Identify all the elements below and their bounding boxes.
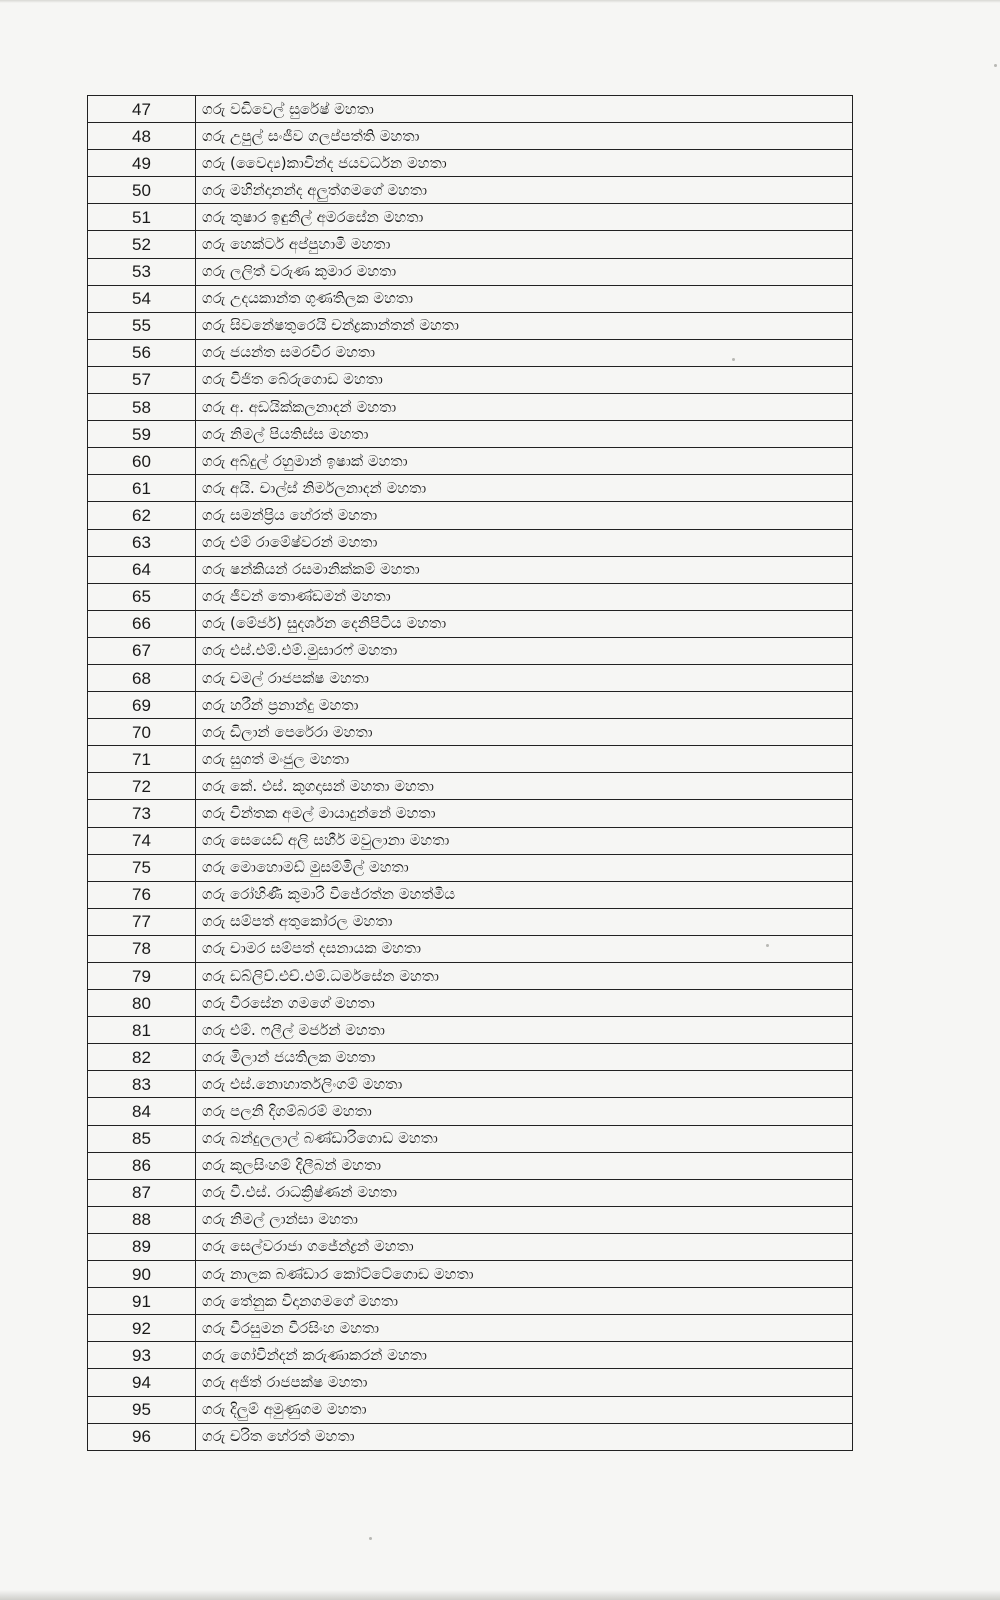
member-name: ගරු වී.එස්. රාධක්‍රිෂ්ණන් මහතා xyxy=(196,1179,853,1206)
row-number: 58 xyxy=(88,394,196,421)
row-number: 81 xyxy=(88,1017,196,1044)
scan-speck xyxy=(994,64,997,67)
table-row xyxy=(88,502,853,529)
table-row xyxy=(88,935,853,962)
member-name: ගරු ගෝවින්දන් කරුණාකරන් මහතා xyxy=(196,1342,853,1369)
row-number: 67 xyxy=(88,637,196,664)
row-number: 95 xyxy=(88,1396,196,1423)
row-number: 50 xyxy=(88,177,196,204)
row-number: 66 xyxy=(88,610,196,637)
row-number: 56 xyxy=(88,339,196,366)
member-name: ගරු සමන්ප්‍රිය හේරත් මහතා xyxy=(196,502,853,529)
members-table-body xyxy=(88,96,853,1451)
member-name: ගරු ලලිත් වරුණ කුමාර මහතා xyxy=(196,258,853,285)
member-name: ගරු නිමල් ලාන්සා මහතා xyxy=(196,1206,853,1233)
row-number: 68 xyxy=(88,664,196,691)
member-name: ගරු ජීවන් තොණ්ඩමන් මහතා xyxy=(196,583,853,610)
member-name: ගරු වීරසුමන වීරසිංහ මහතා xyxy=(196,1315,853,1342)
scan-speck xyxy=(732,358,735,361)
table-row xyxy=(88,529,853,556)
table-row xyxy=(88,583,853,610)
row-number: 48 xyxy=(88,123,196,150)
row-number: 53 xyxy=(88,258,196,285)
row-number: 78 xyxy=(88,935,196,962)
row-number: 47 xyxy=(88,96,196,123)
member-name: ගරු උපුල් සංජීව ගලප්පත්ති මහතා xyxy=(196,123,853,150)
table-row xyxy=(88,1315,853,1342)
member-name: ගරු එම්. ෆලීල් මර්ජන් මහතා xyxy=(196,1017,853,1044)
member-name: ගරු සිවනේෂතුරෙයි චන්ද්‍රකාන්තන් මහතා xyxy=(196,312,853,339)
member-name: ගරු හෙක්ටර් අප්පුහාමි මහතා xyxy=(196,231,853,258)
member-name: ගරු චාමර සම්පත් දසනායක මහතා xyxy=(196,935,853,962)
member-name: ගරු තේනුක විදානගමගේ මහතා xyxy=(196,1288,853,1315)
member-name: ගරු සෙයෙඩ් අලි සහීර් මවුලානා මහතා xyxy=(196,827,853,854)
table-row xyxy=(88,1342,853,1369)
table-row xyxy=(88,990,853,1017)
table-row xyxy=(88,908,853,935)
table-row xyxy=(88,448,853,475)
row-number: 74 xyxy=(88,827,196,854)
page-top-edge xyxy=(0,0,1000,3)
table-row xyxy=(88,366,853,393)
member-name: ගරු ජයන්ත සමරවීර මහතා xyxy=(196,339,853,366)
table-row xyxy=(88,312,853,339)
member-name: ගරු අජිත් රාජපක්ෂ මහතා xyxy=(196,1369,853,1396)
row-number: 96 xyxy=(88,1423,196,1450)
table-row xyxy=(88,96,853,123)
table-row xyxy=(88,285,853,312)
member-name: ගරු උදයකාන්ත ගුණතිලක මහතා xyxy=(196,285,853,312)
row-number: 54 xyxy=(88,285,196,312)
row-number: 76 xyxy=(88,881,196,908)
member-name: ගරු චරිත හේරත් මහතා xyxy=(196,1423,853,1450)
row-number: 71 xyxy=(88,746,196,773)
row-number: 60 xyxy=(88,448,196,475)
table-row xyxy=(88,556,853,583)
table-row xyxy=(88,1369,853,1396)
table-row xyxy=(88,1152,853,1179)
row-number: 88 xyxy=(88,1206,196,1233)
table-row xyxy=(88,610,853,637)
table-row xyxy=(88,1071,853,1098)
table-row xyxy=(88,854,853,881)
member-name: ගරු කුලසිංහම් දිලීබන් මහතා xyxy=(196,1152,853,1179)
row-number: 62 xyxy=(88,502,196,529)
table-row xyxy=(88,1098,853,1125)
table-row xyxy=(88,1288,853,1315)
table-row xyxy=(88,394,853,421)
row-number: 91 xyxy=(88,1288,196,1315)
member-name: ගරු විජිත බේරුගොඩ මහතා xyxy=(196,366,853,393)
table-row xyxy=(88,1206,853,1233)
row-number: 89 xyxy=(88,1233,196,1260)
table-row xyxy=(88,963,853,990)
member-name: ගරු ඩිලාන් පෙරේරා මහතා xyxy=(196,719,853,746)
table-row xyxy=(88,339,853,366)
member-name: ගරු චමල් රාජපක්ෂ මහතා xyxy=(196,664,853,691)
row-number: 52 xyxy=(88,231,196,258)
table-row xyxy=(88,773,853,800)
row-number: 70 xyxy=(88,719,196,746)
table-row xyxy=(88,177,853,204)
row-number: 93 xyxy=(88,1342,196,1369)
row-number: 49 xyxy=(88,150,196,177)
member-name: ගරු වීරසේන ගමගේ මහතා xyxy=(196,990,853,1017)
member-name: ගරු තුෂාර ඉඳුනිල් අමරසේන මහතා xyxy=(196,204,853,231)
member-name: ගරු හරීන් ප්‍රනාන්දු මහතා xyxy=(196,692,853,719)
table-row xyxy=(88,1233,853,1260)
member-name: ගරු සෙල්වරාජා ගජේන්ද්‍රන් මහතා xyxy=(196,1233,853,1260)
table-row xyxy=(88,1017,853,1044)
row-number: 61 xyxy=(88,475,196,502)
table-row xyxy=(88,204,853,231)
row-number: 73 xyxy=(88,800,196,827)
row-number: 87 xyxy=(88,1179,196,1206)
member-name: ගරු වඩිවෙල් සුරේෂ් මහතා xyxy=(196,96,853,123)
row-number: 92 xyxy=(88,1315,196,1342)
table-row xyxy=(88,746,853,773)
row-number: 86 xyxy=(88,1152,196,1179)
member-name: ගරු නිමල් පියතිස්ස මහතා xyxy=(196,421,853,448)
row-number: 90 xyxy=(88,1261,196,1288)
member-name: ගරු කේ. එස්. කුගදාසන් මහතා මහතා xyxy=(196,773,853,800)
scan-speck xyxy=(766,944,769,947)
table-row xyxy=(88,1261,853,1288)
member-name: ගරු ෂන්කියන් රසමානික්කම් මහතා xyxy=(196,556,853,583)
member-name: ගරු බන්දුලලාල් බණ්ඩාරිගොඩ මහතා xyxy=(196,1125,853,1152)
member-name: ගරු මහින්දානන්ද අලුත්ගමගේ මහතා xyxy=(196,177,853,204)
member-name: ගරු (වෛද්‍ය)කාවින්ද ජයවර්ධන මහතා xyxy=(196,150,853,177)
member-name: ගරු එම් රාමේෂ්වරන් මහතා xyxy=(196,529,853,556)
row-number: 57 xyxy=(88,366,196,393)
table-row xyxy=(88,719,853,746)
page-bottom-edge xyxy=(0,1590,1000,1600)
row-number: 72 xyxy=(88,773,196,800)
table-row xyxy=(88,1396,853,1423)
member-name: ගරු එස්.නොහාර්තලිංගම් මහතා xyxy=(196,1071,853,1098)
table-row xyxy=(88,881,853,908)
row-number: 63 xyxy=(88,529,196,556)
row-number: 55 xyxy=(88,312,196,339)
row-number: 82 xyxy=(88,1044,196,1071)
table-row xyxy=(88,664,853,691)
table-row xyxy=(88,1179,853,1206)
member-name: ගරු පලනි දිගම්බරම් මහතා xyxy=(196,1098,853,1125)
row-number: 83 xyxy=(88,1071,196,1098)
table-row xyxy=(88,1423,853,1450)
row-number: 75 xyxy=(88,854,196,881)
member-name: ගරු චින්තක අමල් මායාදුන්නේ මහතා xyxy=(196,800,853,827)
table-row xyxy=(88,1125,853,1152)
member-name: ගරු (මේජර්) සුදර්ශන දෙනිපිටිය මහතා xyxy=(196,610,853,637)
table-row xyxy=(88,150,853,177)
members-table xyxy=(87,95,853,1451)
table-row xyxy=(88,231,853,258)
row-number: 65 xyxy=(88,583,196,610)
row-number: 94 xyxy=(88,1369,196,1396)
table-row xyxy=(88,827,853,854)
row-number: 84 xyxy=(88,1098,196,1125)
member-name: ගරු නාලක බණ්ඩාර කෝට්ටේගොඩ මහතා xyxy=(196,1261,853,1288)
table-row xyxy=(88,1044,853,1071)
row-number: 59 xyxy=(88,421,196,448)
row-number: 85 xyxy=(88,1125,196,1152)
member-name: ගරු අ. අඩයික්කලනාදන් මහතා xyxy=(196,394,853,421)
member-name: ගරු දිලුම් අමුණුගම මහතා xyxy=(196,1396,853,1423)
table-row xyxy=(88,123,853,150)
member-name: ගරු රෝහිණී කුමාරි විජේරත්න මහත්මිය xyxy=(196,881,853,908)
member-name: ගරු අයි. චාල්ස් නිර්මලනාදන් මහතා xyxy=(196,475,853,502)
row-number: 69 xyxy=(88,692,196,719)
member-name: ගරු අබ්දුල් රහුමාන් ඉෂාක් මහතා xyxy=(196,448,853,475)
member-name: ගරු මොහොමඩ් මුසම්මිල් මහතා xyxy=(196,854,853,881)
row-number: 51 xyxy=(88,204,196,231)
table-row xyxy=(88,475,853,502)
row-number: 77 xyxy=(88,908,196,935)
member-name: ගරු සම්පත් අතුකෝරල මහතා xyxy=(196,908,853,935)
member-name: ගරු සුගත් මංජුල මහතා xyxy=(196,746,853,773)
table-row xyxy=(88,258,853,285)
member-name: ගරු ඩබ්ලිව්.එච්.එම්.ධර්මසේන මහතා xyxy=(196,963,853,990)
row-number: 79 xyxy=(88,963,196,990)
row-number: 80 xyxy=(88,990,196,1017)
table-row xyxy=(88,692,853,719)
table-row xyxy=(88,421,853,448)
scan-speck xyxy=(369,1537,372,1540)
table-row xyxy=(88,800,853,827)
member-name: ගරු මිලාන් ජයතිලක මහතා xyxy=(196,1044,853,1071)
table-row xyxy=(88,637,853,664)
row-number: 64 xyxy=(88,556,196,583)
member-name: ගරු එස්.එම්.එම්.මුසාරෆ් මහතා xyxy=(196,637,853,664)
